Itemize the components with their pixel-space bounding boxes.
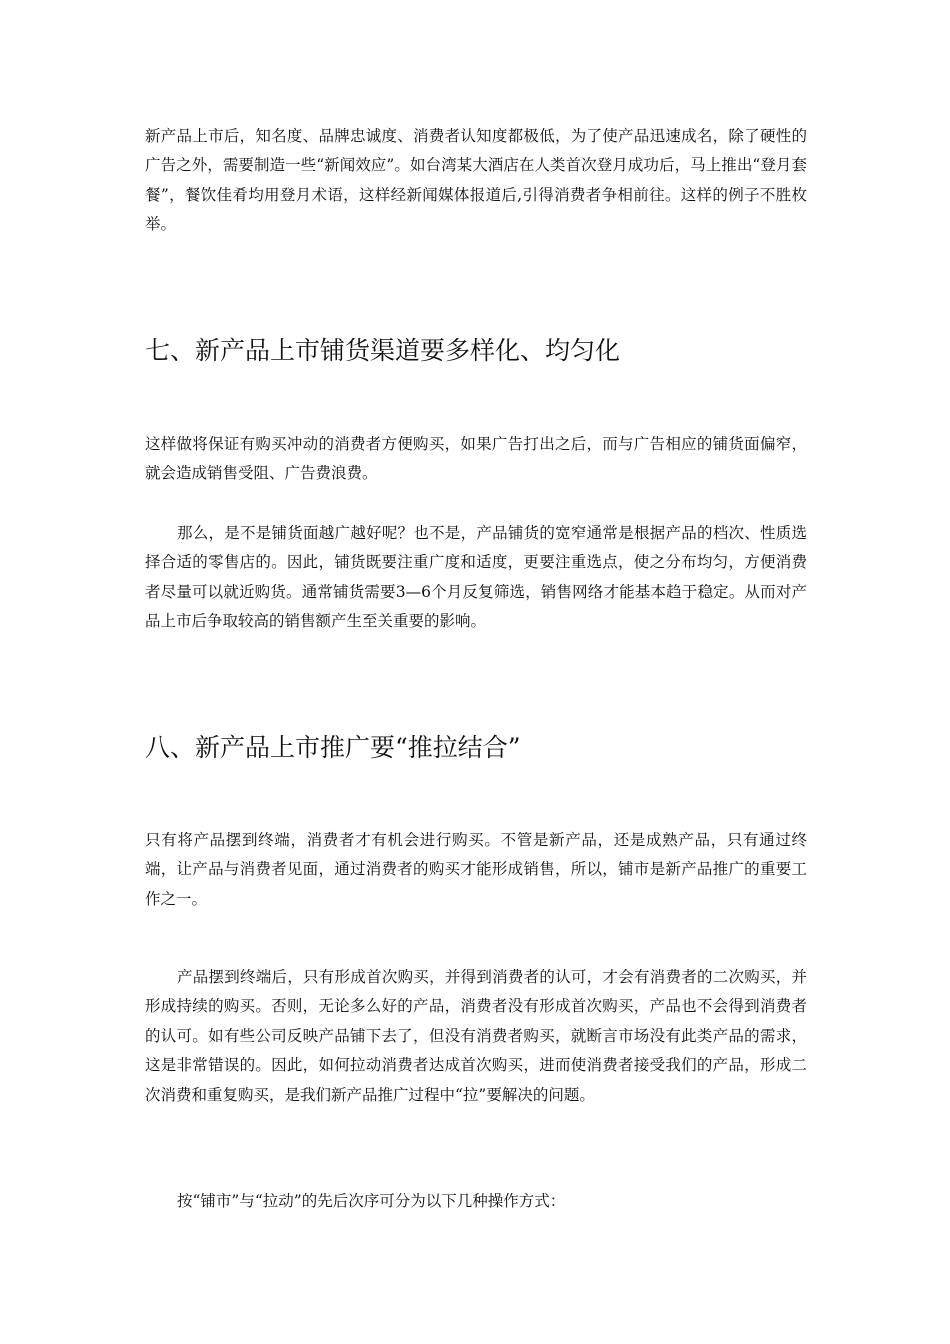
section-heading-7: 七、新产品上市铺货渠道要多样化、均匀化	[145, 336, 621, 365]
paragraph-distribution-width: 那么，是不是铺货面越广越好呢？也不是，产品铺货的宽窄通常是根据产品的档次、性质选择合适的零售店的。因此，铺货既要注重广度和适度，更要注重选点，使之分布均匀，方便消费者尽量可以就近购货。通常铺货需要3—6个月反复筛选，销售网络才能基本趋于稳定。从而对产品上市后争取较高的销售额产生至关重要的影响。	[145, 524, 807, 631]
paragraph-distribution-convenience: 这样做将保证有购买冲动的消费者方便购买，如果广告打出之后，而与广告相应的铺货面偏窄，就会造成销售受阻、广告费浪费。	[145, 435, 807, 483]
paragraph-operation-modes: 按“铺市”与“拉动”的先后次序可分为以下几种操作方式：	[177, 1192, 566, 1210]
section-heading-8: 八、新产品上市推广要“推拉结合”	[145, 733, 521, 762]
paragraph-terminal-placement: 只有将产品摆到终端，消费者才有机会进行购买。不管是新产品，还是成熟产品，只有通过终端，让产品与消费者见面，通过消费者的购买才能形成销售，所以，铺市是新产品推广的重要工作之一。	[145, 831, 807, 908]
paragraph-news-effect: 新产品上市后，知名度、品牌忠诚度、消费者认知度都极低，为了使产品迅速成名，除了硬性的广告之外，需要制造一些“新闻效应”。如台湾某大酒店在人类首次登月成功后，马上推出“登月套餐”，餐饮佳肴均用登月术语，这样经新闻媒体报道后,引得消费者争相前往。这样的例子不胜枚举。	[145, 127, 807, 234]
paragraph-first-purchase: 产品摆到终端后，只有形成首次购买，并得到消费者的认可，才会有消费者的二次购买，并形成持续的购买。否则，无论多么好的产品，消费者没有形成首次购买，产品也不会得到消费者的认可。如有些公司反映产品铺下去了，但没有消费者购买，就断言市场没有此类产品的需求，这是非常错误的。因此，如何拉动消费者达成首次购买，进而使消费者接受我们的产品，形成二次消费和重复购买，是我们新产品推广过程中“拉”要解决的问题。	[145, 968, 807, 1104]
